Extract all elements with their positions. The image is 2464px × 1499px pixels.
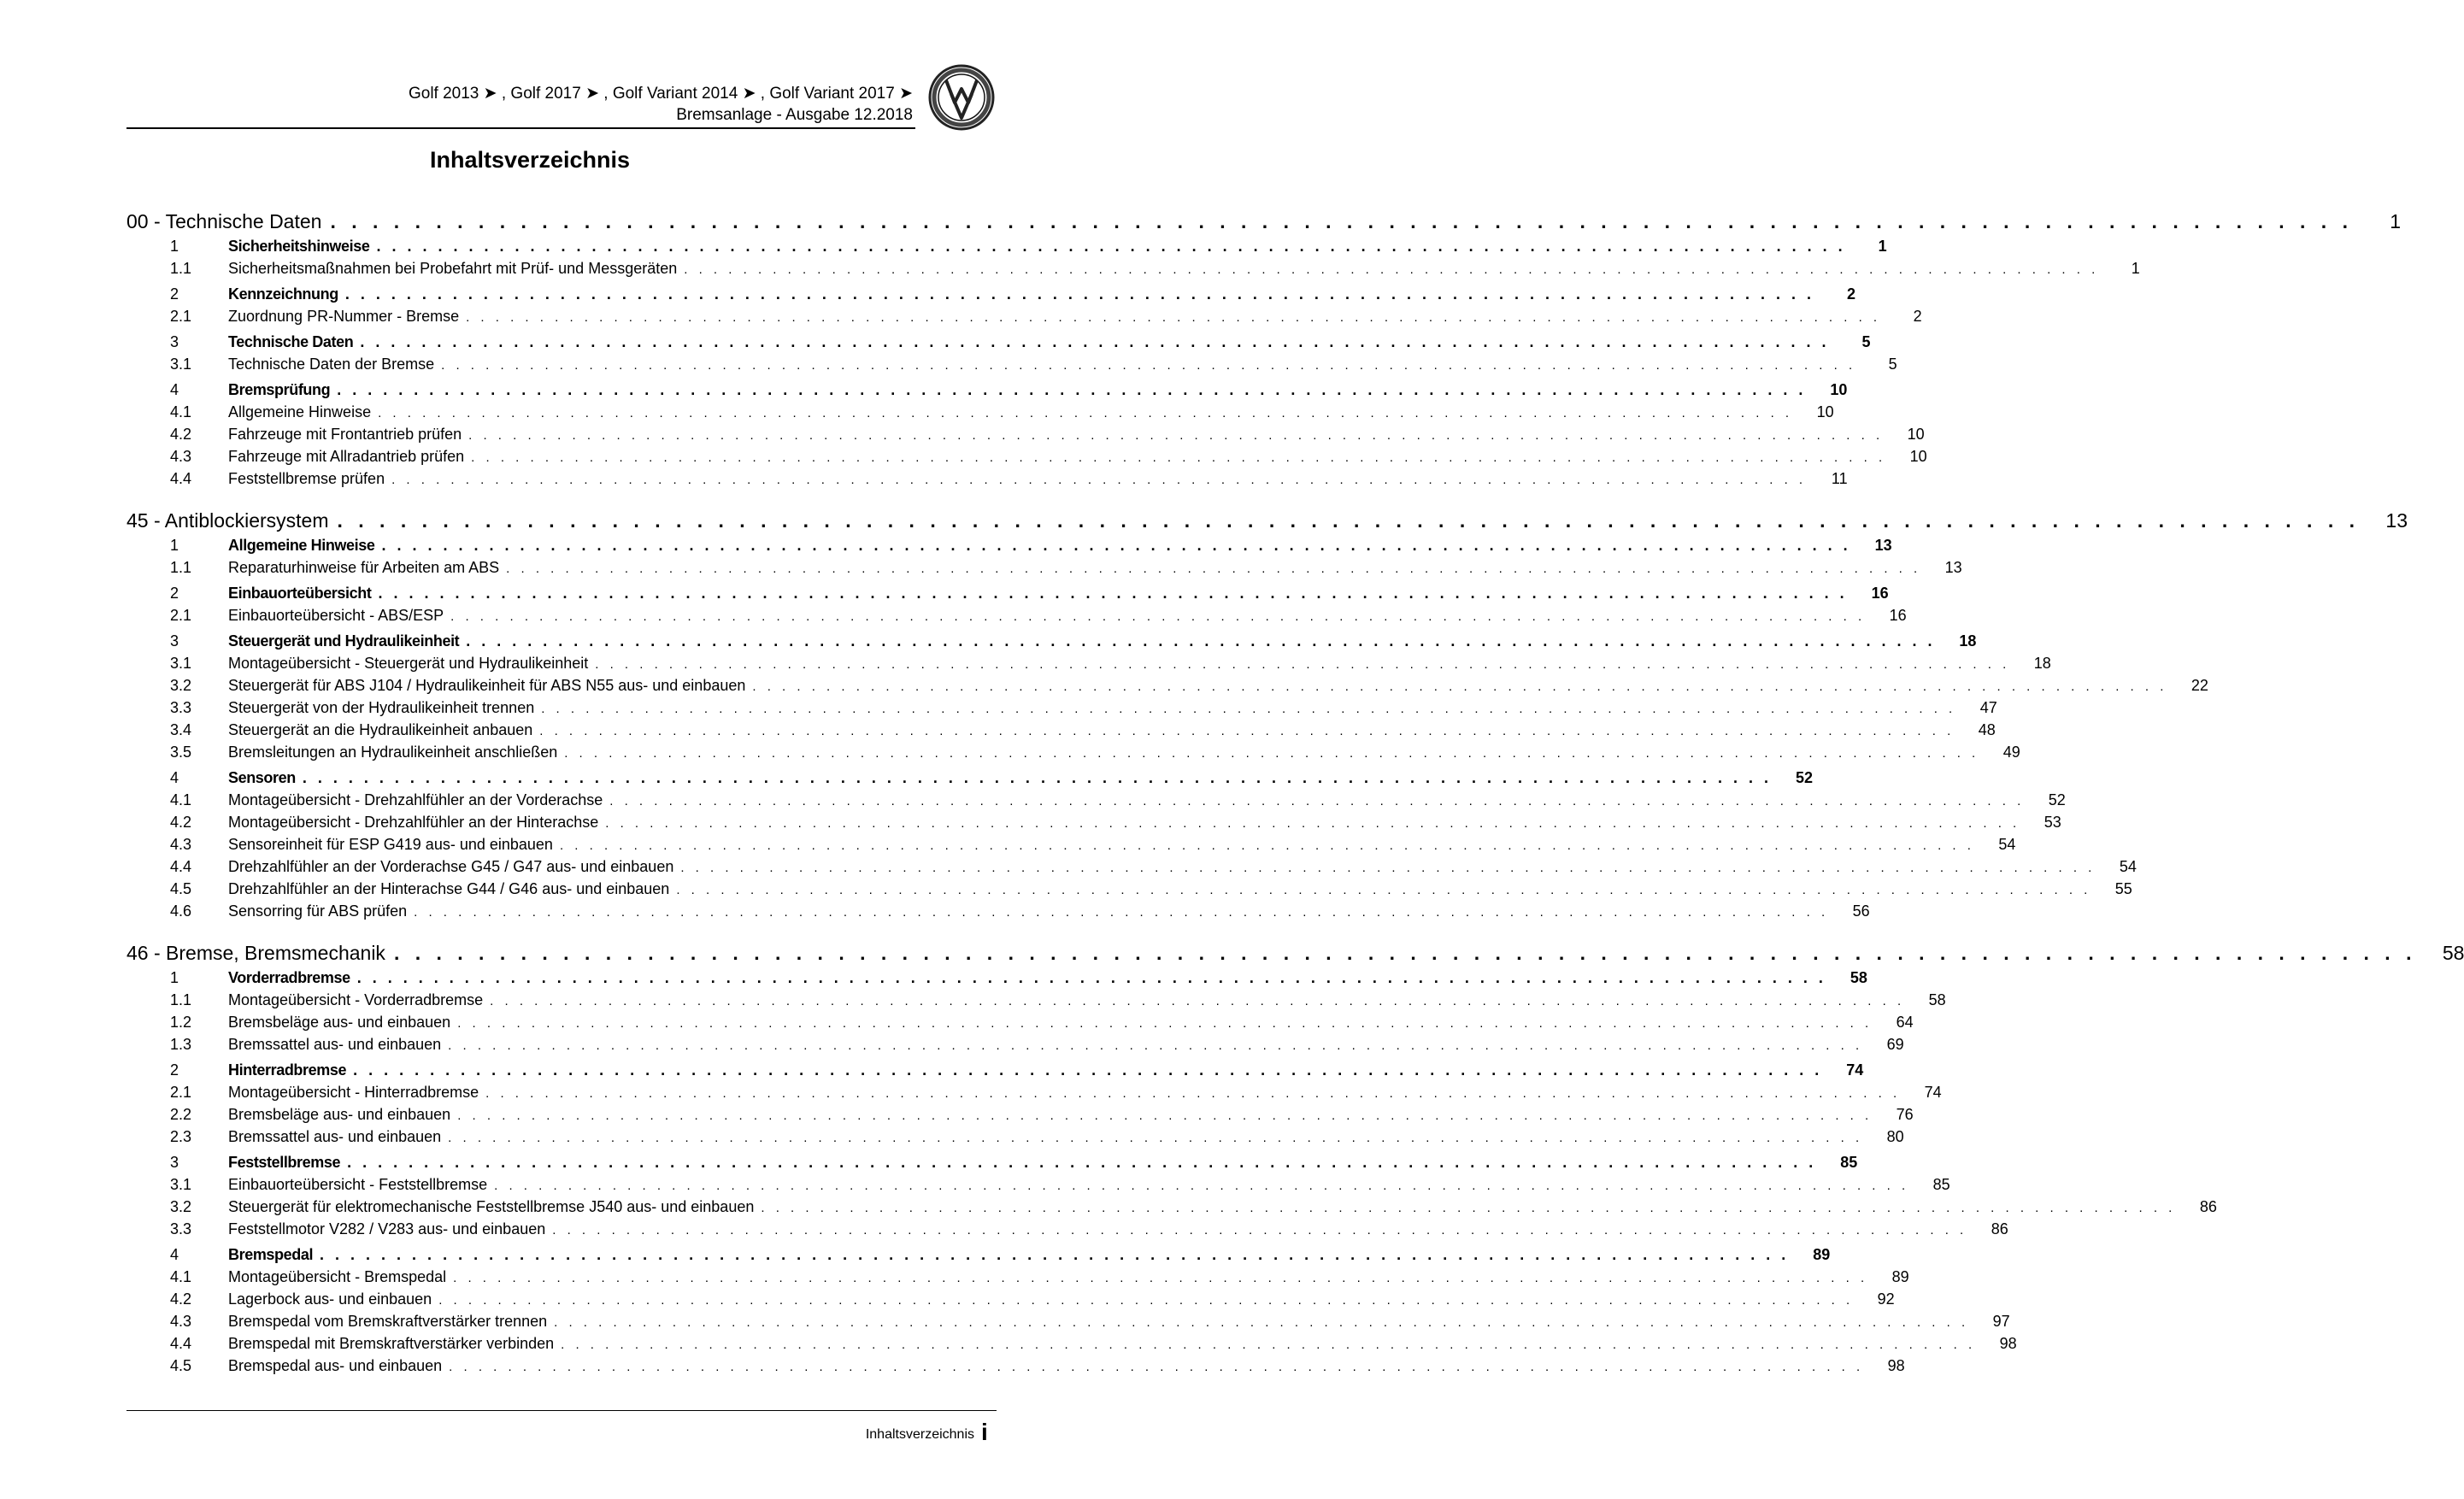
toc-entry-page[interactable]: 98	[1887, 1357, 1905, 1374]
toc-entry-page[interactable]: 69	[1886, 1036, 1904, 1053]
toc-entry-title[interactable]: Sicherheitshinweise	[228, 238, 370, 255]
toc-entry-number: 3	[170, 333, 179, 350]
toc-leader-dots: . . . . . . . . . . . . . . . . . . . . . . . . . . . . . . . . . . . . . . . . . . . . . . . . . . . . . . . . . . . . . . . . . . . . . . . . . . . . . . . . . . . . . . . . . . . . . . . .	[541, 702, 1956, 716]
toc-entry-page[interactable]: 18	[1959, 632, 1977, 650]
toc-sub-row[interactable]	[126, 744, 2020, 766]
toc-entry-page[interactable]: 1	[1878, 238, 1887, 255]
toc-entry-title[interactable]: Bremspedal	[228, 1246, 314, 1263]
toc-entry-page[interactable]: 86	[1991, 1220, 2008, 1237]
toc-entry-page[interactable]: 13	[1874, 537, 1892, 554]
toc-leader-dots: . . . . . . . . . . . . . . . . . . . . . . . . . . . . . . . . . . . . . . . . . . . . . . . . . . . . . . . . . . . . . . . . . . . . . . . . . . . . . . . . . . . . . . . . . . . . . . . .	[684, 262, 2099, 277]
toc-entry-page[interactable]: 58	[1849, 969, 1867, 986]
toc-leader-dots: . . . . . . . . . . . . . . . . . . . . . . . . . . . . . . . . . . . . . . . . . . . . . . . . . . . . . . . . . . . . . . . . . . . . . . . . . . . . . . . . . . . . . . . . . . . . . . . .	[457, 1108, 1873, 1123]
toc-entry-page[interactable]: 18	[2033, 655, 2051, 672]
toc-leader-dots: . . . . . . . . . . . . . . . . . . . . . . . . . . . . . . . . . . . . . . . . . . . . . . . . . . . . . . . . . . . . . . . . . . . . . . . . . . . . . . . . . . . . . . . . . . . . . . . .	[506, 561, 1921, 576]
toc-sub-row[interactable]	[126, 1357, 1905, 1379]
toc-entry-number: 4.2	[170, 814, 192, 831]
toc-leader-dots: . . . . . . . . . . . . . . . . . . . . . . . . . . . . . . . . . . . . . . . . . . . . . . . . . . . . . . . . . . . . . . . . . . . . . . . . . . . . . . . . . . . . . . . . . . . . . . . .	[353, 1061, 1823, 1079]
toc-entry-title[interactable]: Montageübersicht - Vorderradbremse	[228, 991, 484, 1008]
toc-entry-title[interactable]: Bremspedal aus- und einbauen	[228, 1357, 443, 1374]
toc-leader-dots: . . . . . . . . . . . . . . . . . . . . . . . . . . . . . . . . . . . . . . . . . . . . . . . . . . . . . . . . . . . . . . . . . . . . . . . . . . . . . . . . . . . . . . . . . . . . . . . .	[453, 1271, 1868, 1285]
toc-entry-page[interactable]: 86	[2199, 1198, 2217, 1215]
toc-entry-page[interactable]: 55	[2114, 880, 2132, 897]
toc-section-row[interactable]	[126, 381, 1848, 403]
toc-entry-title[interactable]: Fahrzeuge mit Allradantrieb prüfen	[228, 448, 465, 465]
toc-entry-title[interactable]: Technische Daten der Bremse	[228, 356, 435, 373]
toc-entry-number: 3.1	[170, 655, 192, 672]
vw-logo-icon	[927, 63, 996, 132]
toc-sub-row[interactable]	[126, 1335, 2017, 1357]
toc-leader-dots: . . . . . . . . . . . . . . . . . . . . . . . . . . . . . . . . . . . . . . . . . . . . . . . . . . . . . . . . . . . . . . . . . . . . . . . . . . . . . . . . . . . . . . . . . . . . . . . .	[485, 1086, 1901, 1101]
header-models: Golf 2013 ➤ , Golf 2017 ➤ , Golf Variant 2014 ➤ , Golf Variant 2017 ➤	[408, 85, 913, 103]
toc-leader-dots: . . . . . . . . . . . . . . . . . . . . . . . . . . . . . . . . . . . . . . . . . . . . . . . . . . . . . . . . . . . . . . . . . . . . . . . . . . . . . . . . . . . . . . . . . . . . . . . .	[414, 905, 1829, 920]
toc-section-row[interactable]	[126, 632, 1977, 655]
toc-entry-title[interactable]: Allgemeine Hinweise	[228, 537, 375, 554]
toc-entry-page[interactable]: 10	[1816, 403, 1834, 420]
toc-entry-number: 3.4	[170, 721, 192, 738]
toc-leader-dots: . . . . . . . . . . . . . . . . . . . . . . . . . . . . . . . . . . . . . . . . . . . . . . . . . . . . . . . . . . . . . . . . . . . . . . . . . . . . . . . . . . . . . . . . . . . . . . . .	[761, 1201, 2176, 1215]
toc-entry-number: 4.4	[170, 1335, 192, 1352]
toc-entry-number: 1	[170, 969, 179, 986]
header-subtitle: Bremsanlage - Ausgabe 12.2018	[676, 106, 913, 124]
toc-leader-dots: . . . . . . . . . . . . . . . . . . . . . . . . . . . . . . . . . . . . . . . . . . . . . . . . . . . . . . . . . . . . . . . . . . . . . . . . . . . . . . . . . . . . . . . . . . . . . . . .	[376, 238, 1846, 255]
page-title: Inhaltsverzeichnis	[429, 147, 631, 173]
toc-entry-number: 1.1	[170, 991, 192, 1008]
toc-entry-page[interactable]: 10	[1907, 426, 1925, 443]
toc-sub-row[interactable]	[126, 356, 1897, 378]
toc-entry-number: 4.3	[170, 448, 192, 465]
toc-entry-title[interactable]: Bremsbeläge aus- und einbauen	[228, 1106, 451, 1123]
toc-leader-dots: . . . . . . . . . . . . . . . . . . . . . . . . . . . . . . . . . . . . . . . . . . . . . . . . . . . . . . . . . . . . . . . . . . . . . . . . . . . . . . . . . . . . . . . . . . . . . . . .	[391, 473, 1807, 487]
toc-leader-dots: . . . . . . . . . . . . . . . . . . . . . . . . . . . . . . . . . . . . . . . . . . . . . . . . . . . . . . . . . . . . . . . . . . . . . . . . . . . . . . . . . . . . . . . . . . . . . . . .	[552, 1223, 1967, 1237]
toc-entry-title[interactable]: Bremspedal vom Bremskraftverstärker trennen	[228, 1313, 548, 1330]
toc-leader-dots: . . . . . . . . . . . . . . . . . . . . . . . . . . . . . . . . . . . . . . . . . . . . . . . . . . . . . . . . . . . . . . . . . . . . . . . . . . . . . . . . . . . . . . . . . . . . . . . .	[448, 1131, 1863, 1145]
toc-leader-dots: . . . . . . . . . . . . . . . . . . . . . . . . . . . . . . . . . . . . . . . . . . . . . . . . . . . . . . . . . . . . . . . . . . . . . . . . . . . . . . . . . . . . . . . . . . . . . . . .	[449, 1360, 1864, 1374]
toc-entry-page[interactable]: 47	[1979, 699, 1997, 716]
toc-leader-dots: . . . . . . . . . . . . . . . . . . . . . . . . . . . . . . . . . . . . . . . . . . . . . . . . . . . . . . . . . . . . . . . . . . . . . . . . . . . . . . . . . . . . . . . . . . . . . . . .	[490, 994, 1905, 1008]
toc-entry-number: 3.1	[170, 356, 192, 373]
toc-entry-title[interactable]: 00 - Technische Daten	[126, 209, 322, 232]
toc-leader-dots: . . . . . . . . . . . . . . . . . . . . . . . . . . . . . . . . . . . . . . . . . . . . . . . . . . . . . . . . . . . . . . . . . . . . . . . . . . . . . . . . . . . . . . . . . . . . . . . .	[438, 1293, 1854, 1308]
toc-entry-page[interactable]: 64	[1896, 1014, 1914, 1031]
toc-entry-page[interactable]: 48	[1978, 721, 1996, 738]
toc-entry-title[interactable]: Sensorring für ABS prüfen	[228, 902, 408, 920]
toc-sub-row[interactable]	[126, 1014, 1914, 1036]
toc-entry-page[interactable]: 89	[1813, 1246, 1831, 1263]
toc-entry-title[interactable]: 45 - Antiblockiersystem	[126, 508, 329, 532]
toc-entry-page[interactable]: 98	[1999, 1335, 2017, 1352]
toc-leader-dots: . . . . . . . . . . . . . . . . . . . . . . . . . . . . . . . . . . . . . . . . . . . . . . . . . . . . . . . . . . . . . . . . . . . . . . . . . . . . . . . . . . . . . . . . . . . . . . . .	[441, 358, 1856, 373]
toc-entry-title[interactable]: Technische Daten	[228, 333, 354, 350]
header-divider	[126, 127, 915, 129]
toc-entry-title[interactable]: Sicherheitsmaßnahmen bei Probefahrt mit Prüf- und Messgeräten	[228, 260, 678, 277]
toc-entry-title[interactable]: Steuergerät für elektromechanische Feststellbremse J540 aus- und einbauen	[228, 1198, 755, 1215]
toc-entry-page[interactable]: 16	[1871, 585, 1889, 602]
toc-sub-row[interactable]	[126, 559, 1962, 581]
toc-leader-dots: . . . . . . . . . . . . . . . . . . . . . . . . . . . . . . . . . . . . . . . . . . . . . . . . . . . . . . . . . . . . . . . . . . . . . . . . . . . . . . . . . . . . . . . . . . . . . . . .	[378, 406, 1793, 420]
toc-section-row[interactable]	[126, 333, 1871, 356]
toc-leader-dots: . . . . . . . . . . . . . . . . . . . . . . . . . . . . . . . . . . . . . . . . . . . . . . . . . . . . . . . . . . . . . . . . . . . . . . . . . . . . . . . . . . . . . . . . . . . . . . . .	[676, 883, 2091, 897]
toc-sub-row[interactable]	[126, 791, 2066, 814]
toc-entry-number: 4	[170, 381, 179, 398]
toc-leader-dots: . . . . . . . . . . . . . . . . . . . . . . . . . . . . . . . . . . . . . . . . . . . . . . . . . . . . . . . . . . . . . . . . . . . . . . . . . . . . . . . . . . . . . . . . . . . . . . . .	[381, 537, 1851, 554]
toc-entry-page[interactable]: 13	[1944, 559, 1962, 576]
toc-entry-title[interactable]: Feststellbremse prüfen	[228, 470, 385, 487]
toc-entry-number: 3.5	[170, 744, 192, 761]
toc-entry-number: 4.1	[170, 791, 192, 808]
toc-entry-title[interactable]: Lagerbock aus- und einbauen	[228, 1290, 432, 1308]
toc-leader-dots: . . . . . . . . . . . . . . . . . . . . . . . . . . . . . . . . . . . . . . . . . . . . . . . . . . . . . . . . . . . . . . . . . . . . . . . . . . . . . . . . . . . . . . . . . . . . . . . .	[360, 333, 1830, 350]
toc-sub-row[interactable]	[126, 308, 1922, 330]
toc-entry-title[interactable]: Drehzahlfühler an der Vorderachse G45 / G47 aus- und einbauen	[228, 858, 674, 875]
toc-section-row[interactable]	[126, 238, 1887, 260]
toc-leader-dots: . . . . . . . . . . . . . . . . . . . . . . . . . . . . . . . . . . . . . . . . . . . . . . . . . . . . . . . . . . . . . . . . . . . . . . . . . . . . . . . . . . . . . . . . . . . . . . . .	[564, 746, 1979, 761]
toc-leader-dots: . . . . . . . . . . . . . . . . . . . . . . . . . . . . . . . . . . . . . . . . . . . . . . . . . . . . . . . . . . . . . . . . . . . . . . . . . . . . . . . . . . . . . . . . . . . . . . . .	[752, 679, 2167, 694]
toc-entry-page[interactable]: 13	[2385, 508, 2408, 532]
footer-divider	[126, 1410, 997, 1411]
toc-entry-page[interactable]: 2	[1846, 285, 1855, 303]
toc-section-row[interactable]	[126, 285, 1855, 308]
toc-leader-dots: . . . . . . . . . . . . . . . . . . . . . . . . . . . . . . . . . . . . . . . . . . . . . . . . . . . . . . . . . . . . . . . . . . . . . . . . . . . . . . . . . . . . . . . . . . . . . . . .	[554, 1315, 1969, 1330]
toc-entry-title[interactable]: Montageübersicht - Drehzahlfühler an der Hinterachse	[228, 814, 599, 831]
toc-sub-row[interactable]	[126, 607, 1907, 629]
toc-entry-page[interactable]: 85	[1840, 1154, 1858, 1171]
toc-leader-dots: . . . . . . . . . . . . . . . . . . . . . . . . . . . . . . . . . . . . . . . . . . . . . . . . . . . . . . . . . . . . . . . . . . . . . . . . . . . . . . . . . . . . . . . . . . . . . . . .	[609, 794, 2025, 808]
toc-entry-number: 4.5	[170, 1357, 192, 1374]
toc-sub-row[interactable]	[126, 1220, 2008, 1243]
footer-label: Inhaltsverzeichnis	[865, 1427, 974, 1442]
toc-entry-title[interactable]: Einbauorteübersicht - Feststellbremse	[228, 1176, 488, 1193]
toc-entry-page[interactable]: 16	[1889, 607, 1907, 624]
toc-leader-dots: . . . . . . . . . . . . . . . . . . . . . . . . . . . . . . . . . . . . . . . . . . . . . . . . . . . . . . . . . . . . . . . . . . . . . . . . . . . . . . . . . . . . . . . . . . . . . . . .	[302, 769, 1773, 786]
toc-sub-row[interactable]	[126, 1176, 1950, 1198]
toc-sub-row[interactable]	[126, 677, 2208, 699]
toc-sub-row[interactable]	[126, 260, 2140, 282]
toc-sub-row[interactable]	[126, 448, 1927, 470]
toc-leader-dots: . . . . . . . . . . . . . . . . . . . . . . . . . . . . . . . . . . . . . . . . . . . . . . . . . . . . . . . . . . . . . . . . . . . . . . . . . . . . . . . . . . . . . . . . . . . . . . . .	[320, 1246, 1790, 1263]
page-header	[0, 0, 1060, 137]
toc-entry-number: 4.1	[170, 403, 192, 420]
toc-entry-title[interactable]: Feststellmotor V282 / V283 aus- und einbauen	[228, 1220, 546, 1237]
toc-entry-title[interactable]: Einbauorteübersicht	[228, 585, 372, 602]
toc-leader-dots: . . . . . . . . . . . . . . . . . . . . . . . . . . . . . . . . . . . . . . . . . . . . . . . . . . . . . . . . . . . . . . . . . . . . . . . . . . . . . . . . . . . . . . . . . . . . . . . .	[450, 609, 1866, 624]
toc-sub-row[interactable]	[126, 699, 1997, 721]
toc-chapter-row[interactable]	[126, 504, 2408, 537]
toc-entry-page[interactable]: 11	[1831, 470, 1848, 487]
toc-entry-page[interactable]: 74	[1846, 1061, 1864, 1079]
toc-entry-number: 3.3	[170, 699, 192, 716]
toc-leader-dots: . . . . . . . . . . . . . . . . . . . . . . . . . . . . . . . . . . . . . . . . . . . . . . . . . . . . . . . . . . . . . . . . . . . . . . . . . . . . . . . . . . . . . . . . . . . . . . . .	[595, 657, 2010, 672]
toc-entry-title[interactable]: Bremssattel aus- und einbauen	[228, 1036, 442, 1053]
toc-entry-page[interactable]: 74	[1924, 1084, 1942, 1101]
toc-entry-title[interactable]: Montageübersicht - Drehzahlfühler an der Vorderachse	[228, 791, 603, 808]
toc-entry-title[interactable]: Kennzeichnung	[228, 285, 338, 303]
toc-sub-row[interactable]	[126, 403, 1834, 426]
toc-entry-page[interactable]: 1	[2131, 260, 2140, 277]
toc-chapter-row[interactable]	[126, 937, 2464, 969]
toc-entry-title[interactable]: Feststellbremse	[228, 1154, 341, 1171]
toc-entry-page[interactable]: 58	[2442, 941, 2464, 964]
toc-leader-dots: . . . . . . . . . . . . . . . . . . . . . . . . . . . . . . . . . . . . . . . . . . . . . . . . . . . . . . . . . . . . . . . . . . . . . . . . . . . . . . . . . . . . . . . . . . . . . . . .	[561, 1337, 1976, 1352]
toc-entry-title[interactable]: Bremsbeläge aus- und einbauen	[228, 1014, 451, 1031]
toc-leader-dots: . . . . . . . . . . . . . . . . . . . . . . . . . . . . . . . . . . . . . . . . . . . . . . . . . . . . . . . . . . . . . . . . . . . . . . . . . . . . . . . . . . . . . . . . . . . . . . . .	[494, 1179, 1909, 1193]
toc-entry-number: 1.3	[170, 1036, 192, 1053]
toc-entry-number: 3.3	[170, 1220, 192, 1237]
toc-sub-row[interactable]	[126, 1128, 1904, 1150]
toc-entry-page[interactable]: 2	[1913, 308, 1922, 325]
toc-entry-page[interactable]: 80	[1886, 1128, 1904, 1145]
toc-entry-page[interactable]: 5	[1888, 356, 1897, 373]
toc-leader-dots: . . . . . . . . . . . . . . . . . . . . . . . . . . . . . . . . . . . . . . . . . . . . . . . . . . . . . . . . . . . . . . . . . . . . . . . . . . . . . . . . . . . . . . . . . . . . . . . .	[559, 838, 1975, 853]
toc-entry-number: 1	[170, 238, 179, 255]
toc-section-row[interactable]	[126, 1246, 1831, 1268]
toc-leader-dots: . . . . . . . . . . . . . . . . . . . . . . . . . . . . . . . . . . . . . . . . . . . . . . . . . . . . . . . . . . . . . . . . . . . . . . . . . . . . . . . . . . . . . . . . . . . . . . . .	[378, 585, 1848, 602]
toc-section-row[interactable]	[126, 537, 1892, 559]
toc-entry-number: 4.6	[170, 902, 192, 920]
toc-entry-number: 2	[170, 1061, 179, 1079]
toc-sub-row[interactable]	[126, 426, 1925, 448]
toc-leader-dots: . . . . . . . . . . . . . . . . . . . . . . . . . . . . . . . . . . . . . . . . . . . . . . . . . . . . . . . . . . . . . . . . . . . . . . . . . . . . . . . . . . . . . . . . . . . . . . . .	[471, 450, 1886, 465]
toc-entry-page[interactable]: 53	[2044, 814, 2061, 831]
toc-entry-number: 2.1	[170, 607, 192, 624]
toc-sub-row[interactable]	[126, 1106, 1914, 1128]
toc-entry-number: 4.1	[170, 1268, 192, 1285]
toc-sub-row[interactable]	[126, 1268, 1909, 1290]
toc-entry-page[interactable]: 97	[1992, 1313, 2010, 1330]
toc-entry-title[interactable]: Bremssattel aus- und einbauen	[228, 1128, 442, 1145]
toc-entry-title[interactable]: Sensoreinheit für ESP G419 aus- und einbauen	[228, 836, 553, 853]
toc-leader-dots: . . . . . . . . . . . . . . . . . . . . . . . . . . . . . . . . . . . . . . . . . . . . . . . . . . . . . . . . . . . . . . . . . . . . . . . . . . . . . . . . . . . . . . . . . . . . . . . .	[330, 209, 2353, 232]
toc-entry-number: 4	[170, 769, 179, 786]
toc-sub-row[interactable]	[126, 1313, 2010, 1335]
toc-entry-page[interactable]: 54	[2119, 858, 2137, 875]
toc-entry-number: 2.1	[170, 1084, 192, 1101]
toc-entry-title[interactable]: Vorderradbremse	[228, 969, 350, 986]
toc-leader-dots: . . . . . . . . . . . . . . . . . . . . . . . . . . . . . . . . . . . . . . . . . . . . . . . . . . . . . . . . . . . . . . . . . . . . . . . . . . . . . . . . . . . . . . . . . . . . . . . .	[466, 632, 1936, 650]
toc-sub-row[interactable]	[126, 721, 1996, 744]
toc-entry-number: 3.2	[170, 677, 192, 694]
toc-entry-title[interactable]: Hinterradbremse	[228, 1061, 347, 1079]
toc-entry-number: 2.1	[170, 308, 192, 325]
toc-entry-number: 4	[170, 1246, 179, 1263]
toc-entry-title[interactable]: Bremsleitungen an Hydraulikeinheit anschließen	[228, 744, 558, 761]
toc-sub-row[interactable]	[126, 655, 2051, 677]
toc-entry-number: 1.1	[170, 260, 192, 277]
toc-entry-title[interactable]: Reparaturhinweise für Arbeiten am ABS	[228, 559, 500, 576]
toc-entry-page[interactable]: 49	[2002, 744, 2020, 761]
toc-entry-page[interactable]: 10	[1909, 448, 1927, 465]
toc-entry-number: 2.2	[170, 1106, 192, 1123]
toc-entry-page[interactable]: 22	[2191, 677, 2208, 694]
toc-sub-row[interactable]	[126, 1198, 2217, 1220]
toc-entry-page[interactable]: 89	[1891, 1268, 1909, 1285]
toc-entry-page[interactable]: 76	[1896, 1106, 1914, 1123]
toc-entry-title[interactable]: Montageübersicht - Bremspedal	[228, 1268, 447, 1285]
toc-entry-number: 2	[170, 585, 179, 602]
toc-entry-number: 4.3	[170, 1313, 192, 1330]
toc-entry-page[interactable]: 56	[1852, 902, 1870, 920]
toc-section-row[interactable]	[126, 1154, 1858, 1176]
toc-entry-number: 1.2	[170, 1014, 192, 1031]
toc-entry-number: 3	[170, 632, 179, 650]
toc-entry-title[interactable]: Steuergerät und Hydraulikeinheit	[228, 632, 460, 650]
toc-entry-number: 3	[170, 1154, 179, 1171]
toc-entry-title[interactable]: Steuergerät an die Hydraulikeinheit anbauen	[228, 721, 533, 738]
toc-entry-number: 4.4	[170, 470, 192, 487]
toc-entry-number: 2.3	[170, 1128, 192, 1145]
toc-leader-dots: . . . . . . . . . . . . . . . . . . . . . . . . . . . . . . . . . . . . . . . . . . . . . . . . . . . . . . . . . . . . . . . . . . . . . . . . . . . . . . . . . . . . . . . . . . . . . . . .	[457, 1016, 1873, 1031]
toc-entry-page[interactable]: 1	[2390, 209, 2401, 232]
toc-leader-dots: . . . . . . . . . . . . . . . . . . . . . . . . . . . . . . . . . . . . . . . . . . . . . . . . . . . . . . . . . . . . . . . . . . . . . . . . . . . . . . . . . . . . . . . . . . . . . . . .	[605, 816, 2020, 831]
toc-sub-row[interactable]	[126, 470, 1848, 492]
toc-entry-number: 2	[170, 285, 179, 303]
toc-leader-dots: . . . . . . . . . . . . . . . . . . . . . . . . . . . . . . . . . . . . . . . . . . . . . . . . . . . . . . . . . . . . . . . . . . . . . . . . . . . . . . . . . . . . . . . . . . . . . . . .	[356, 969, 1826, 986]
toc-entry-page[interactable]: 58	[1928, 991, 1946, 1008]
toc-leader-dots: . . . . . . . . . . . . . . . . . . . . . . . . . . . . . . . . . . . . . . . . . . . . . . . . . . . . . . . . . . . . . . . . . . . . . . . . . . . . . . . . . . . . . . . . . . . . . . . .	[466, 310, 1881, 325]
toc-entry-title[interactable]: Montageübersicht - Hinterradbremse	[228, 1084, 479, 1101]
toc-entry-title[interactable]: Sensoren	[228, 769, 296, 786]
toc-entry-title[interactable]: 46 - Bremse, Bremsmechanik	[126, 941, 385, 964]
toc-entry-number: 4.2	[170, 426, 192, 443]
toc-sub-row[interactable]	[126, 902, 1870, 925]
footer-page-number: i	[981, 1419, 988, 1445]
toc-entry-page[interactable]: 52	[2048, 791, 2066, 808]
toc-sub-row[interactable]	[126, 1036, 1904, 1058]
toc-entry-page[interactable]: 92	[1877, 1290, 1895, 1308]
toc-sub-row[interactable]	[126, 991, 1946, 1014]
toc-entry-title[interactable]: Zuordnung PR-Nummer - Bremse	[228, 308, 460, 325]
toc-leader-dots: . . . . . . . . . . . . . . . . . . . . . . . . . . . . . . . . . . . . . . . . . . . . . . . . . . . . . . . . . . . . . . . . . . . . . . . . . . . . . . . . . . . . . . . . . . . . . . . .	[344, 285, 1814, 303]
toc-leader-dots: . . . . . . . . . . . . . . . . . . . . . . . . . . . . . . . . . . . . . . . . . . . . . . . . . . . . . . . . . . . . . . . . . . . . . . . . . . . . . . . . . . . . . . . . . . . . . . . .	[680, 861, 2096, 875]
toc-sub-row[interactable]	[126, 880, 2132, 902]
toc-entry-number: 3.1	[170, 1176, 192, 1193]
toc-section-row[interactable]	[126, 585, 1889, 607]
toc-entry-page[interactable]: 85	[1932, 1176, 1950, 1193]
toc-leader-dots: . . . . . . . . . . . . . . . . . . . . . . . . . . . . . . . . . . . . . . . . . . . . . . . . . . . . . . . . . . . . . . . . . . . . . . . . . . . . . . . . . . . . . . . . . . . . . . . .	[337, 381, 1807, 398]
toc-sub-row[interactable]	[126, 1084, 1942, 1106]
toc-entry-number: 1	[170, 537, 179, 554]
toc-section-row[interactable]	[126, 969, 1867, 991]
toc-entry-title[interactable]: Montageübersicht - Steuergerät und Hydraulikeinheit	[228, 655, 589, 672]
toc-leader-dots: . . . . . . . . . . . . . . . . . . . . . . . . . . . . . . . . . . . . . . . . . . . . . . . . . . . . . . . . . . . . . . . . . . . . . . . . . . . . . . . . . . . . . . . . . . . . . . . .	[393, 941, 2417, 964]
toc-leader-dots: . . . . . . . . . . . . . . . . . . . . . . . . . . . . . . . . . . . . . . . . . . . . . . . . . . . . . . . . . . . . . . . . . . . . . . . . . . . . . . . . . . . . . . . . . . . . . . . .	[337, 508, 2361, 532]
toc-entry-title[interactable]: Bremspedal mit Bremskraftverstärker verbinden	[228, 1335, 555, 1352]
toc-leader-dots: . . . . . . . . . . . . . . . . . . . . . . . . . . . . . . . . . . . . . . . . . . . . . . . . . . . . . . . . . . . . . . . . . . . . . . . . . . . . . . . . . . . . . . . . . . . . . . . .	[347, 1154, 1817, 1171]
toc-entry-number: 4.3	[170, 836, 192, 853]
toc-section-row[interactable]	[126, 769, 1814, 791]
toc-entry-number: 4.4	[170, 858, 192, 875]
toc-entry-page[interactable]: 10	[1830, 381, 1848, 398]
toc-entry-number: 4.2	[170, 1290, 192, 1308]
toc-entry-number: 4.5	[170, 880, 192, 897]
toc-entry-number: 3.2	[170, 1198, 192, 1215]
toc-entry-title[interactable]: Allgemeine Hinweise	[228, 403, 372, 420]
toc-sub-row[interactable]	[126, 836, 2016, 858]
toc-entry-title[interactable]: Fahrzeuge mit Frontantrieb prüfen	[228, 426, 462, 443]
toc-sub-row[interactable]	[126, 1290, 1895, 1313]
toc-entry-title[interactable]: Bremsprüfung	[228, 381, 331, 398]
toc-sub-row[interactable]	[126, 814, 2061, 836]
toc-entry-title[interactable]: Steuergerät für ABS J104 / Hydraulikeinheit für ABS N55 aus- und einbauen	[228, 677, 746, 694]
toc-chapter-row[interactable]	[126, 205, 2401, 238]
toc-entry-title[interactable]: Steuergerät von der Hydraulikeinheit trennen	[228, 699, 535, 716]
toc-entry-page[interactable]: 5	[1861, 333, 1871, 350]
toc-leader-dots: . . . . . . . . . . . . . . . . . . . . . . . . . . . . . . . . . . . . . . . . . . . . . . . . . . . . . . . . . . . . . . . . . . . . . . . . . . . . . . . . . . . . . . . . . . . . . . . .	[448, 1038, 1863, 1053]
table-of-contents	[126, 205, 2464, 1379]
toc-sub-row[interactable]	[126, 858, 2137, 880]
toc-leader-dots: . . . . . . . . . . . . . . . . . . . . . . . . . . . . . . . . . . . . . . . . . . . . . . . . . . . . . . . . . . . . . . . . . . . . . . . . . . . . . . . . . . . . . . . . . . . . . . . .	[539, 724, 1955, 738]
toc-entry-page[interactable]: 54	[1998, 836, 2016, 853]
toc-entry-number: 1.1	[170, 559, 192, 576]
toc-entry-title[interactable]: Einbauorteübersicht - ABS/ESP	[228, 607, 444, 624]
toc-entry-title[interactable]: Drehzahlfühler an der Hinterachse G44 / G46 aus- und einbauen	[228, 880, 670, 897]
toc-section-row[interactable]	[126, 1061, 1864, 1084]
toc-entry-page[interactable]: 52	[1796, 769, 1814, 786]
toc-leader-dots: . . . . . . . . . . . . . . . . . . . . . . . . . . . . . . . . . . . . . . . . . . . . . . . . . . . . . . . . . . . . . . . . . . . . . . . . . . . . . . . . . . . . . . . . . . . . . . . .	[468, 428, 1884, 443]
